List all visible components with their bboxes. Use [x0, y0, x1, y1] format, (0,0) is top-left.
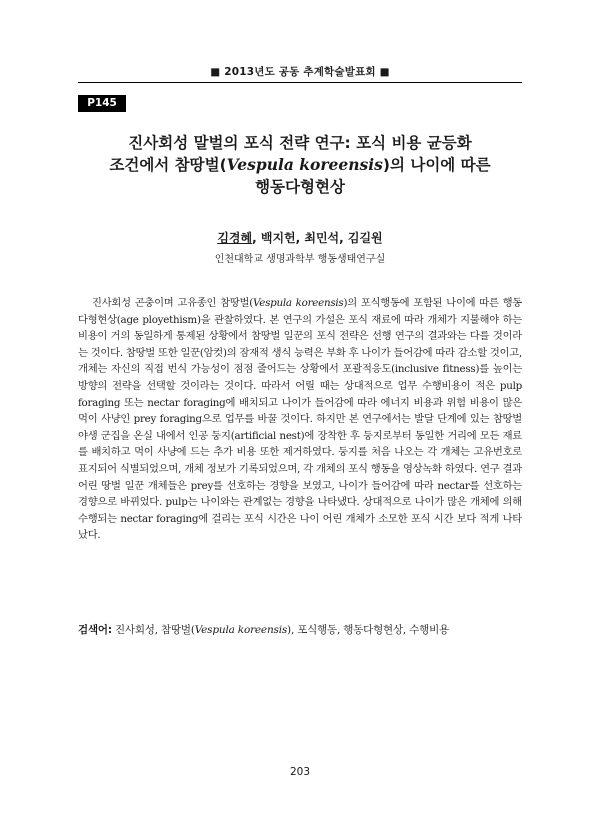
keywords — [78, 622, 522, 637]
co-authors: , 백지헌, 최민석, 김길원 — [252, 231, 383, 245]
abstract-part-2: )의 포식행동에 포함된 나이에 따른 행동다형현상(age ployethism)을 관찰하였다. 본 연구의 가설은 포식 재료에 따라 개체가 지불해야 하는 비용이 거의 동일하게 통제된 상황에서 참땅벌 일꾼의 포식 전략은 선행 연구의 결과와는 다를 것이라는 것이다. 참땅벌 또한 일꾼(암컷)의 잠재적 생식 능력은 부화 후 나이가 들어감에 따라 감소할 것이고, 개체는 자신의 직접 번식 가능성이 점점 줄어드는 상황에서 포괄적응도(inclusive fitness)를 높이는 방향의 전략을 선택할 것이라는 것이다. 따라서 어릴 때는 상대적으로 업무 수행비용이 적은 pulp foraging 또는 nectar foraging에 배치되고 나이가 들어감에 따라 에너지 비용과 위험 비용이 많은 먹이 사냥인 prey foraging으로 업무를 바꿀 것이다. 하지만 본 연구에서는 발달 단계에 있는 참땅벌 야생 군집을 온실 내에서 인공 둥지(artificial nest)에 장착한 후 둥지로부터 동일한 거리에 모든 재료를 배치하고 먹이 사냥에 드는 추가 비용 또한 제거하였다. 둥지를 처음 나오는 각 개체는 고유번호로 표지되어 식별되었으며, 개체 정보가 기록되었으며, 각 개체의 포식 행동을 영상녹화 하였다. 연구 결과 어린 땅벌 일꾼 개체들은 prey를 선호하는 경향을 보였고, 나이가 들어감에 따라 nectar를 선호하는 경향으로 바뀌었다. pulp는 나이와는 관계없는 경향을 나타냈다. 상대적으로 나이가 많은 개체에 의해 수행되는 nectar foraging에 걸리는 포식 시간은 나이 어린 개체가 소모한 포식 시간 보다 적게 나타났다. — [78, 297, 523, 542]
abstract-body — [78, 295, 522, 544]
page-number: 203 — [289, 766, 311, 778]
poster-id-badge: P145 — [78, 95, 126, 112]
conference-header: ■ 2013년도 공동 추계학술발표회 ■ — [210, 66, 390, 78]
author-list — [78, 229, 522, 246]
abstract-part-1: 진사회성 곤충이며 고유종인 참땅벌( — [92, 297, 253, 309]
title-line-2-pre: 조건에서 참땅벌( — [109, 156, 227, 174]
title-line-1: 진사회성 말벌의 포식 전략 연구: 포식 비용 균등화 — [128, 134, 472, 152]
keywords-label: 검색어: — [78, 624, 112, 636]
title-line-2-post: )의 나이에 따른 — [382, 156, 491, 174]
title-line-2 — [78, 154, 522, 176]
keywords-post: ), 포식행동, 행동다형현상, 수행비용 — [287, 624, 449, 636]
affiliation: 인천대학교 생명과학부 행동생태연구실 — [214, 254, 386, 265]
keywords-pre: 진사회성, 참땅벌( — [111, 624, 195, 636]
keywords-species: Vespula koreensis — [194, 624, 288, 636]
paper-title — [78, 132, 522, 198]
title-species-name: Vespula koreensis — [226, 155, 383, 174]
header-rule — [78, 82, 522, 83]
abstract-species-name: Vespula koreensis — [252, 297, 344, 309]
title-line-3: 행동다형현상 — [255, 178, 345, 196]
presenting-author: 김경혜 — [217, 231, 253, 245]
